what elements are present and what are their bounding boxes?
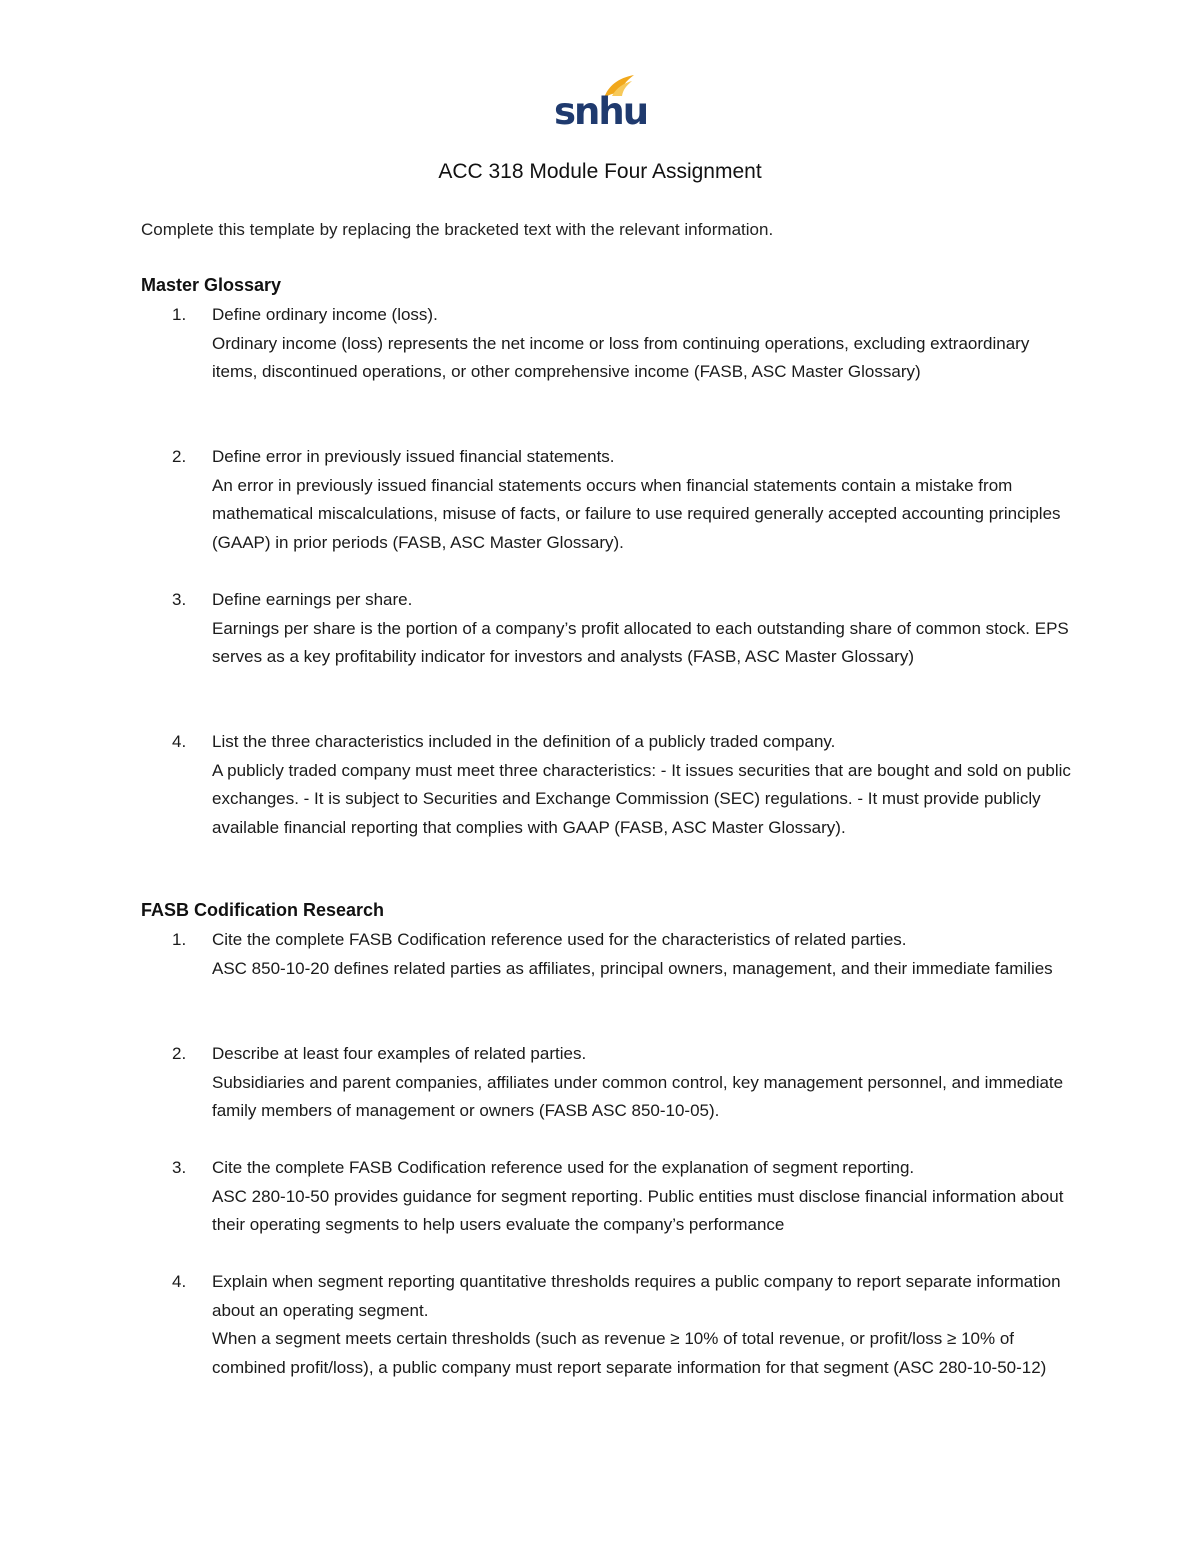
section-heading-master-glossary: Master Glossary [141, 275, 282, 295]
item-answer: ASC 850-10-20 defines related parties as affiliates, principal owners, management, and their immediate families [212, 958, 1053, 978]
codification-item-2 [172, 1040, 1072, 1126]
glossary-item-4 [172, 728, 1072, 842]
item-question: Explain when segment reporting quantitative thresholds requires a public company to report separate information about an operating segment. [212, 1272, 1061, 1320]
item-number: 2. [172, 447, 187, 466]
item-answer: Earnings per share is the portion of a company’s profit allocated to each outstanding share of common stock. EPS serves as a key profitability indicator for investors and analysts (FASB, ASC Master Glossary) [212, 618, 1069, 666]
codification-item-1 [172, 926, 1072, 983]
item-number: 1. [172, 305, 187, 324]
item-number: 1. [172, 930, 187, 949]
logo-wordmark: snhu [554, 90, 648, 133]
item-question: Describe at least four examples of related parties. [212, 1044, 587, 1063]
item-answer: Subsidiaries and parent companies, affiliates under common control, key management personnel, and immediate family members of management or owners (FASB ASC 850-10-05). [212, 1072, 1064, 1120]
codification-item-4 [172, 1268, 1072, 1382]
item-answer: A publicly traded company must meet three characteristics: - It issues securities that are bought and sold on public exchanges. - It is subject to Securities and Exchange Commission (SEC) regulations. - It must provide publicly available financial reporting that complies with GAAP (FASB, ASC Master Glossary). [212, 760, 1071, 837]
item-question: List the three characteristics included in the definition of a publicly traded company. [212, 732, 836, 751]
item-answer: Ordinary income (loss) represents the net income or loss from continuing operations, excluding extraordinary items, discontinued operations, or other comprehensive income (FASB, ASC Master Glossary) [212, 333, 1030, 381]
item-number: 2. [172, 1044, 187, 1063]
glossary-item-1 [172, 301, 1072, 387]
item-question: Define ordinary income (loss). [212, 305, 438, 324]
item-number: 3. [172, 590, 187, 609]
item-question: Cite the complete FASB Codification reference used for the characteristics of related parties. [212, 930, 907, 949]
section-heading-fasb-codification: FASB Codification Research [141, 900, 385, 920]
page-title: ACC 318 Module Four Assignment [438, 160, 762, 183]
snhu-logo [554, 72, 648, 134]
item-question: Define earnings per share. [212, 590, 413, 609]
item-answer: When a segment meets certain thresholds (such as revenue ≥ 10% of total revenue, or profit/loss ≥ 10% of combined profit/loss), a public company must report separate information for that segment (ASC 280-10-50-12) [212, 1329, 1047, 1377]
item-number: 4. [172, 1272, 187, 1291]
glossary-item-2 [172, 443, 1072, 557]
glossary-item-3 [172, 586, 1072, 672]
intro-text: Complete this template by replacing the bracketed text with the relevant information. [141, 220, 774, 239]
item-answer: An error in previously issued financial statements occurs when financial statements contain a mistake from mathematical miscalculations, misuse of facts, or failure to use required generally accepted accounting principles (GAAP) in prior periods (FASB, ASC Master Glossary). [212, 475, 1061, 552]
item-question: Cite the complete FASB Codification reference used for the explanation of segment reporting. [212, 1158, 915, 1177]
codification-item-3 [172, 1154, 1072, 1240]
item-answer: ASC 280-10-50 provides guidance for segment reporting. Public entities must disclose financial information about their operating segments to help users evaluate the company’s performance [212, 1186, 1064, 1234]
item-number: 3. [172, 1158, 187, 1177]
item-number: 4. [172, 732, 187, 751]
item-question: Define error in previously issued financial statements. [212, 447, 615, 466]
